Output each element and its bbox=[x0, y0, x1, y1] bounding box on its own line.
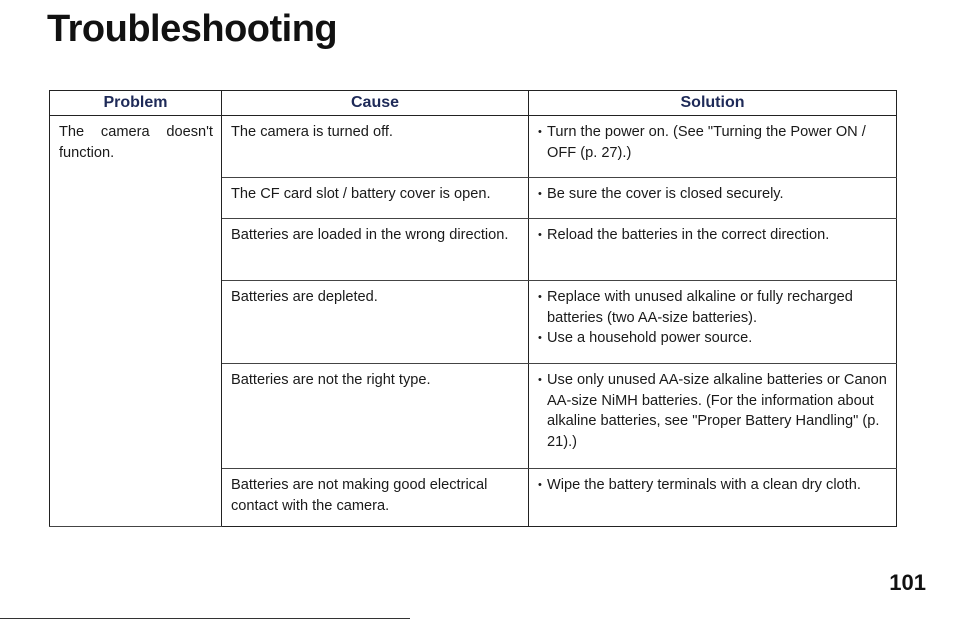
table-row bbox=[50, 116, 897, 178]
bullet-icon: • bbox=[538, 374, 542, 386]
cause-cell: Batteries are not making good electrical contact with the camera. bbox=[222, 469, 529, 527]
solution-cell bbox=[529, 281, 897, 364]
header-problem: Problem bbox=[50, 91, 222, 116]
solution-item bbox=[538, 184, 888, 205]
table-header-row bbox=[50, 91, 897, 116]
solution-text: Wipe the battery terminals with a clean dry cloth. bbox=[547, 477, 861, 493]
solution-text: Use a household power source. bbox=[547, 330, 753, 346]
troubleshooting-table bbox=[49, 90, 897, 527]
solution-text: Be sure the cover is closed securely. bbox=[547, 186, 784, 202]
header-solution: Solution bbox=[529, 91, 897, 116]
solution-item bbox=[538, 287, 888, 328]
solution-text: Turn the power on. (See "Turning the Power ON / OFF (p. 27).) bbox=[547, 124, 866, 161]
solution-cell bbox=[529, 178, 897, 219]
problem-cell: The camera doesn't function. bbox=[50, 116, 222, 527]
page-number: 101 bbox=[889, 570, 926, 595]
solution-item bbox=[538, 370, 888, 452]
solution-text: Use only unused AA-size alkaline batteries or Canon AA-size NiMH batteries. (For the information about alkaline batteries, see "Proper Battery Handling" (p. 21).) bbox=[547, 372, 887, 450]
bullet-icon: • bbox=[538, 479, 542, 491]
solution-cell bbox=[529, 219, 897, 281]
page-title: Troubleshooting bbox=[47, 8, 338, 50]
bullet-icon: • bbox=[538, 188, 542, 200]
cause-cell: The CF card slot / battery cover is open. bbox=[222, 178, 529, 219]
bullet-icon: • bbox=[538, 229, 542, 241]
cause-cell: The camera is turned off. bbox=[222, 116, 529, 178]
cause-cell: Batteries are depleted. bbox=[222, 281, 529, 364]
solution-item bbox=[538, 475, 888, 496]
solution-text: Reload the batteries in the correct direction. bbox=[547, 227, 830, 243]
solution-item bbox=[538, 225, 888, 246]
solution-text: Replace with unused alkaline or fully recharged batteries (two AA-size batteries). bbox=[547, 289, 853, 326]
solution-cell bbox=[529, 364, 897, 469]
cause-cell: Batteries are not the right type. bbox=[222, 364, 529, 469]
header-cause: Cause bbox=[222, 91, 529, 116]
solution-item bbox=[538, 122, 888, 163]
bullet-icon: • bbox=[538, 291, 542, 303]
solution-cell bbox=[529, 116, 897, 178]
bottom-rule bbox=[0, 618, 410, 619]
bullet-icon: • bbox=[538, 126, 542, 138]
solution-item bbox=[538, 328, 888, 349]
cause-cell: Batteries are loaded in the wrong direction. bbox=[222, 219, 529, 281]
bullet-icon: • bbox=[538, 332, 542, 344]
solution-cell bbox=[529, 469, 897, 527]
